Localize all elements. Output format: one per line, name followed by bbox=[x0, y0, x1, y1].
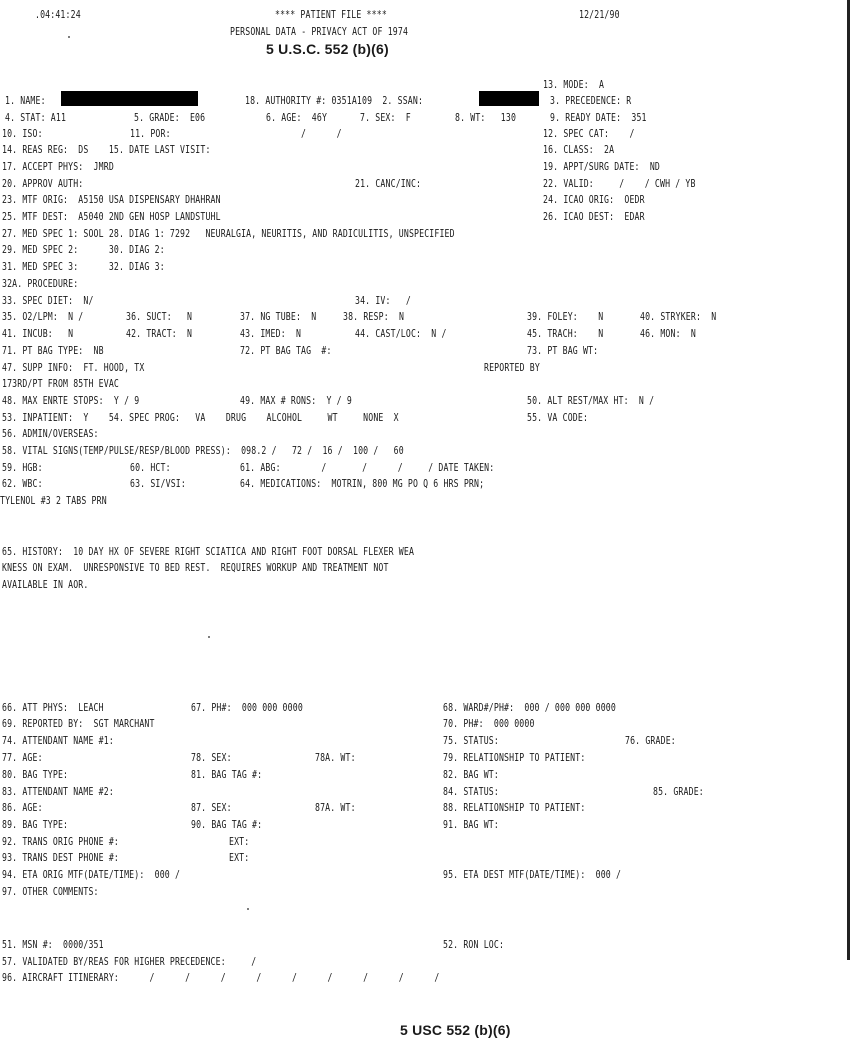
field-85-grade: 85. GRADE: bbox=[653, 786, 704, 798]
field-11-por-value: / / bbox=[301, 128, 342, 140]
field-60-hct: 60. HCT: bbox=[130, 462, 171, 474]
field-73-pt-bag-wt: 73. PT BAG WT: bbox=[527, 345, 599, 357]
field-32a-procedure: 32A. PROCEDURE: bbox=[2, 278, 79, 290]
field-61-abg: 61. ABG: / / / / DATE TAKEN: bbox=[240, 462, 495, 474]
field-44-cast-loc: 44. CAST/LOC: N / bbox=[355, 328, 447, 340]
field-93-ext: EXT: bbox=[229, 852, 250, 864]
field-87a-wt: 87A. WT: bbox=[315, 802, 356, 814]
field-41-incub: 41. INCUB: N bbox=[2, 328, 74, 340]
field-37-ng-tube: 37. NG TUBE: N bbox=[240, 311, 317, 323]
field-91-bag-wt: 91. BAG WT: bbox=[443, 819, 499, 831]
field-47-supp-info: 47. SUPP INFO: FT. HOOD, TX bbox=[2, 362, 145, 374]
field-7-sex: 7. SEX: F bbox=[360, 112, 411, 124]
field-93-trans-dest-phone: 93. TRANS DEST PHONE #: bbox=[2, 852, 119, 864]
field-20-approv-auth: 20. APPROV AUTH: bbox=[2, 178, 84, 190]
field-24-icao-orig: 24. ICAO ORIG: OEDR bbox=[543, 194, 645, 206]
field-53-inpatient: 53. INPATIENT: Y 54. SPEC PROG: VA DRUG ALCOHOL WT NONE X bbox=[2, 412, 399, 424]
field-1-name: 1. NAME: bbox=[5, 95, 46, 107]
field-8-wt: 8. WT: 130 bbox=[455, 112, 517, 124]
field-78a-wt: 78A. WT: bbox=[315, 752, 356, 764]
field-14-reas-reg: 14. REAS REG: DS 15. DATE LAST VISIT: bbox=[2, 144, 211, 156]
field-27-med-spec-diag: 27. MED SPEC 1: SOOL 28. DIAG 1: 7292 NEURALGIA, NEURITIS, AND RADICULITIS, UNSPECIFIED bbox=[2, 228, 455, 240]
field-48-max-enrte-stops: 48. MAX ENRTE STOPS: Y / 9 bbox=[2, 395, 140, 407]
field-89-bag-type: 89. BAG TYPE: bbox=[2, 819, 69, 831]
field-92-ext: EXT: bbox=[229, 836, 250, 848]
field-29-med-spec-2: 29. MED SPEC 2: 30. DIAG 2: bbox=[2, 244, 165, 256]
field-51-msn: 51. MSN #: 0000/351 bbox=[2, 939, 104, 951]
redaction-ssan bbox=[479, 91, 539, 106]
field-10-iso: 10. ISO: bbox=[2, 128, 43, 140]
field-88-relationship: 88. RELATIONSHIP TO PATIENT: bbox=[443, 802, 586, 814]
field-5-grade: 5. GRADE: E06 bbox=[134, 112, 206, 124]
field-68-ward-ph: 68. WARD#/PH#: 000 / 000 000 0000 bbox=[443, 702, 616, 714]
field-16-class: 16. CLASS: 2A bbox=[543, 144, 615, 156]
file-title: **** PATIENT FILE **** bbox=[275, 9, 387, 21]
scan-speck bbox=[247, 908, 249, 910]
field-62-wbc: 62. WBC: bbox=[2, 478, 43, 490]
scan-speck bbox=[208, 636, 210, 638]
field-4-stat: 4. STAT: A11 bbox=[5, 112, 67, 124]
field-59-hgb: 59. HGB: bbox=[2, 462, 43, 474]
field-3-precedence: 3. PRECEDENCE: R bbox=[550, 95, 632, 107]
field-63-si-vsi: 63. SI/VSI: bbox=[130, 478, 186, 490]
field-11-por: 11. POR: bbox=[130, 128, 171, 140]
exemption-stamp-top: 5 U.S.C. 552 (b)(6) bbox=[266, 41, 389, 57]
field-87-sex: 87. SEX: bbox=[191, 802, 232, 814]
field-77-age: 77. AGE: bbox=[2, 752, 43, 764]
field-90-bag-tag: 90. BAG TAG #: bbox=[191, 819, 263, 831]
field-78-sex: 78. SEX: bbox=[191, 752, 232, 764]
exemption-stamp-bottom: 5 USC 552 (b)(6) bbox=[400, 1022, 511, 1038]
field-39-foley: 39. FOLEY: N bbox=[527, 311, 604, 323]
field-17-accept-phys: 17. ACCEPT PHYS: JMRD bbox=[2, 161, 114, 173]
field-65-history-line-2: KNESS ON EXAM. UNRESPONSIVE TO BED REST. REQUIRES WORKUP AND TREATMENT NOT bbox=[2, 562, 389, 574]
field-18-authority: 18. AUTHORITY #: 0351A109 2. SSAN: bbox=[245, 95, 424, 107]
field-47-supp-info-cont: 173RD/PT FROM 85TH EVAC bbox=[2, 378, 119, 390]
field-96-aircraft-itinerary: 96. AIRCRAFT ITINERARY: / / / / / / / / / bbox=[2, 972, 440, 984]
field-36-suct: 36. SUCT: N bbox=[126, 311, 193, 323]
field-58-vital-signs: 58. VITAL SIGNS(TEMP/PULSE/RESP/BLOOD PRESS): 098.2 / 72 / 16 / 100 / 60 bbox=[2, 445, 404, 457]
field-56-admin-overseas: 56. ADMIN/OVERSEAS: bbox=[2, 428, 99, 440]
field-72-pt-bag-tag: 72. PT BAG TAG #: bbox=[240, 345, 332, 357]
field-35-o2: 35. O2/LPM: N / bbox=[2, 311, 84, 323]
field-46-mon: 46. MON: N bbox=[640, 328, 696, 340]
field-69-reported-by: 69. REPORTED BY: SGT MARCHANT bbox=[2, 718, 155, 730]
field-34-iv: 34. IV: / bbox=[355, 295, 411, 307]
field-23-mtf-orig: 23. MTF ORIG: A5150 USA DISPENSARY DHAHRAN bbox=[2, 194, 221, 206]
field-19-appt-date: 19. APPT/SURG DATE: ND bbox=[543, 161, 660, 173]
field-43-imed: 43. IMED: N bbox=[240, 328, 302, 340]
field-76-grade: 76. GRADE: bbox=[625, 735, 676, 747]
field-40-stryker: 40. STRYKER: N bbox=[640, 311, 717, 323]
privacy-notice: PERSONAL DATA - PRIVACY ACT OF 1974 bbox=[230, 26, 409, 38]
field-12-spec-cat: 12. SPEC CAT: / bbox=[543, 128, 635, 140]
field-50-alt-rest: 50. ALT REST/MAX HT: N / bbox=[527, 395, 655, 407]
print-time: .04:41:24 bbox=[35, 9, 81, 21]
field-65-history-line-3: AVAILABLE IN AOR. bbox=[2, 579, 89, 591]
field-52-ron-loc: 52. RON LOC: bbox=[443, 939, 505, 951]
field-81-bag-tag: 81. BAG TAG #: bbox=[191, 769, 263, 781]
field-82-bag-wt: 82. BAG WT: bbox=[443, 769, 499, 781]
scan-speck bbox=[68, 36, 70, 38]
field-67-ph: 67. PH#: 000 000 0000 bbox=[191, 702, 303, 714]
field-79-relationship: 79. RELATIONSHIP TO PATIENT: bbox=[443, 752, 586, 764]
field-95-eta-dest: 95. ETA DEST MTF(DATE/TIME): 000 / bbox=[443, 869, 622, 881]
field-47-reported-by: REPORTED BY bbox=[484, 362, 540, 374]
field-97-other-comments: 97. OTHER COMMENTS: bbox=[2, 886, 99, 898]
field-9-ready-date: 9. READY DATE: 351 bbox=[550, 112, 647, 124]
field-66-att-phys: 66. ATT PHYS: LEACH bbox=[2, 702, 104, 714]
field-92-trans-orig-phone: 92. TRANS ORIG PHONE #: bbox=[2, 836, 119, 848]
field-49-max-rons: 49. MAX # RONS: Y / 9 bbox=[240, 395, 352, 407]
redaction-name bbox=[61, 91, 198, 106]
field-38-resp: 38. RESP: N bbox=[343, 311, 405, 323]
field-21-canc-inc: 21. CANC/INC: bbox=[355, 178, 422, 190]
field-13-mode: 13. MODE: A bbox=[543, 79, 605, 91]
field-6-age: 6. AGE: 46Y bbox=[266, 112, 328, 124]
field-70-ph: 70. PH#: 000 0000 bbox=[443, 718, 535, 730]
field-55-va-code: 55. VA CODE: bbox=[527, 412, 589, 424]
field-74-attendant-name-1: 74. ATTENDANT NAME #1: bbox=[2, 735, 114, 747]
field-33-spec-diet: 33. SPEC DIET: N/ bbox=[2, 295, 94, 307]
field-65-history-line-1: 65. HISTORY: 10 DAY HX OF SEVERE RIGHT SCIATICA AND RIGHT FOOT DORSAL FLEXER WEA bbox=[2, 546, 415, 558]
print-date: 12/21/90 bbox=[579, 9, 620, 21]
field-42-tract: 42. TRACT: N bbox=[126, 328, 193, 340]
field-86-age: 86. AGE: bbox=[2, 802, 43, 814]
field-83-attendant-name-2: 83. ATTENDANT NAME #2: bbox=[2, 786, 114, 798]
field-57-validated-by: 57. VALIDATED BY/REAS FOR HIGHER PRECEDENCE: / bbox=[2, 956, 257, 968]
field-45-trach: 45. TRACH: N bbox=[527, 328, 604, 340]
field-80-bag-type: 80. BAG TYPE: bbox=[2, 769, 69, 781]
field-71-pt-bag-type: 71. PT BAG TYPE: NB bbox=[2, 345, 104, 357]
field-94-eta-orig: 94. ETA ORIG MTF(DATE/TIME): 000 / bbox=[2, 869, 181, 881]
field-75-status: 75. STATUS: bbox=[443, 735, 499, 747]
field-22-valid: 22. VALID: / / CWH / YB bbox=[543, 178, 696, 190]
field-26-icao-dest: 26. ICAO DEST: EDAR bbox=[543, 211, 645, 223]
field-31-med-spec-3: 31. MED SPEC 3: 32. DIAG 3: bbox=[2, 261, 165, 273]
field-64-medications-cont: TYLENOL #3 2 TABS PRN bbox=[0, 495, 107, 507]
field-84-status: 84. STATUS: bbox=[443, 786, 499, 798]
field-25-mtf-dest: 25. MTF DEST: A5040 2ND GEN HOSP LANDSTUHL bbox=[2, 211, 221, 223]
field-64-medications: 64. MEDICATIONS: MOTRIN, 800 MG PO Q 6 HRS PRN; bbox=[240, 478, 485, 490]
